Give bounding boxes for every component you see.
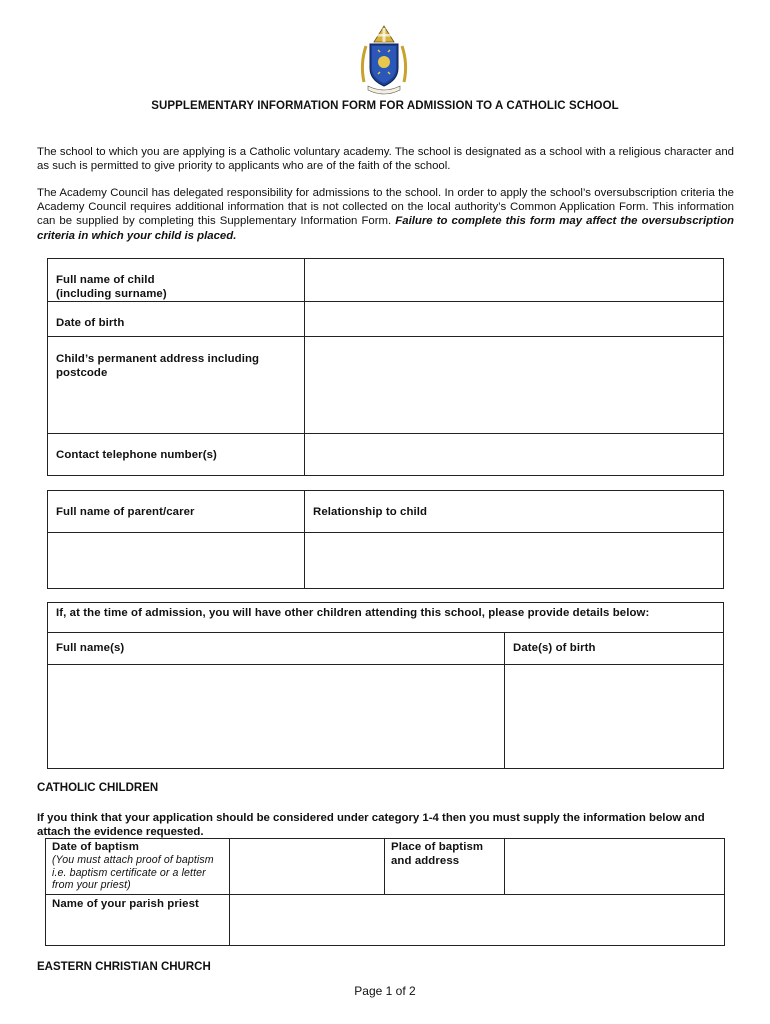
full-name-sublabel: (including surname)	[56, 288, 167, 300]
relationship-field[interactable]	[305, 533, 724, 589]
baptism-table	[45, 838, 725, 946]
address-label-cell	[48, 337, 305, 434]
catholic-instruction: If you think that your application should be considered under category 1-4 then you must supply the information below and attach the evidence requested.	[37, 812, 705, 838]
contact-phone-field[interactable]	[305, 434, 724, 476]
catholic-children-heading: CATHOLIC CHILDREN	[37, 782, 159, 794]
intro-paragraph-2-emphasis: Failure to complete this form may affect the oversubscription criteria in which your child is placed.	[37, 215, 734, 242]
parish-priest-field[interactable]	[230, 895, 725, 946]
baptism-proof-note: (You must attach proof of baptism i.e. baptism certificate or a letter from your priest)	[52, 854, 214, 892]
child-details-table	[47, 258, 724, 476]
siblings-table	[47, 602, 724, 769]
full-name-label-cell	[48, 259, 305, 302]
baptism-place-field[interactable]	[505, 839, 725, 895]
eastern-christian-heading: EASTERN CHRISTIAN CHURCH	[37, 961, 211, 973]
intro-paragraph-2-text: The Academy Council has delegated responsibility for admissions to the school. In order to apply the school’s oversubscription criteria the Academy Council requires additional information that is not collected on the local authority’s Common Application Form. This information can be supplied by completing this Supplementary Information Form.	[37, 187, 734, 228]
baptism-date-label: Date of baptism	[52, 841, 139, 853]
relationship-header-cell	[305, 491, 724, 533]
baptism-place-label: Place of baptism and address	[391, 841, 484, 867]
address-label: Child’s permanent address including postcode	[56, 353, 260, 379]
siblings-intro-cell	[48, 603, 724, 633]
phone-label: Contact telephone number(s)	[56, 449, 217, 461]
child-dob-field[interactable]	[305, 302, 724, 337]
page-number: Page 1 of 2	[354, 984, 416, 998]
parent-name-header: Full name of parent/carer	[56, 506, 195, 518]
parent-details-table	[47, 490, 724, 589]
sibling-names-field[interactable]	[48, 665, 505, 769]
phone-label-cell	[48, 434, 305, 476]
parish-priest-label-cell	[46, 895, 230, 946]
diocese-crest-icon	[356, 24, 412, 96]
form-title: SUPPLEMENTARY INFORMATION FORM FOR ADMISSION TO A CATHOLIC SCHOOL	[151, 100, 619, 112]
child-address-field[interactable]	[305, 337, 724, 434]
sibling-dob-header-cell	[505, 633, 724, 665]
sibling-names-header-cell	[48, 633, 505, 665]
dob-label: Date of birth	[56, 317, 125, 329]
relationship-header: Relationship to child	[313, 506, 428, 518]
sibling-dob-field[interactable]	[505, 665, 724, 769]
baptism-date-field[interactable]	[230, 839, 385, 895]
child-full-name-field[interactable]	[305, 259, 724, 302]
sibling-dob-header: Date(s) of birth	[513, 642, 596, 654]
baptism-place-label-cell	[385, 839, 505, 895]
baptism-date-label-cell	[46, 839, 230, 895]
parish-priest-label: Name of your parish priest	[52, 898, 199, 910]
intro-paragraph-1: The school to which you are applying is a Catholic voluntary academy. The school is designated as a school with a religious character and as such is permitted to give priority to applicants who are of the faith of the school.	[37, 146, 734, 173]
dob-label-cell	[48, 302, 305, 337]
parent-name-field[interactable]	[48, 533, 305, 589]
siblings-intro: If, at the time of admission, you will have other children attending this school, please provide details below:	[56, 607, 650, 619]
full-name-label: Full name of child	[56, 274, 155, 286]
intro-paragraph-2	[37, 186, 734, 243]
sibling-names-header: Full name(s)	[56, 642, 125, 654]
parent-name-header-cell	[48, 491, 305, 533]
